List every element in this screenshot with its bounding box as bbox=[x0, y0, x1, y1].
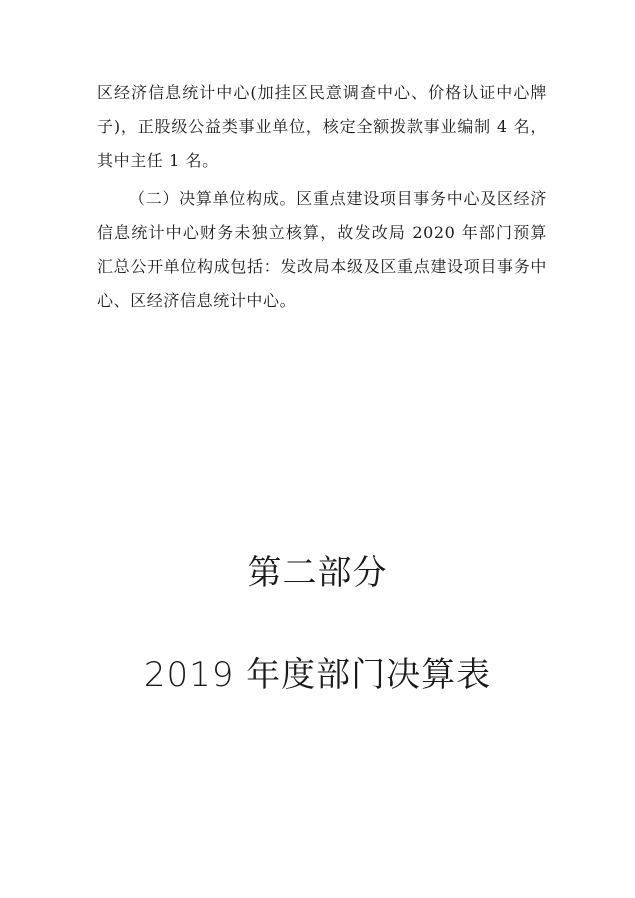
body-text bbox=[97, 76, 547, 318]
part-title: 第二部分 bbox=[247, 553, 388, 593]
paragraph-unit-description: 区经济信息统计中心(加挂区民意调查中心、价格认证中心牌子)，正股级公益类事业单位，核定全额拨款事业编制 4 名，其中主任 1 名。 bbox=[97, 83, 547, 170]
section-title: 2019 年度部门决算表 bbox=[143, 655, 492, 695]
paragraph-unit-composition: （二）决算单位构成。区重点建设项目事务中心及区经济信息统计中心财务未独立核算，故发改局 2020 年部门预算汇总公开单位构成包括：发改局本级及区重点建设项目事务中心、区经济信息统计中心。 bbox=[97, 189, 547, 310]
